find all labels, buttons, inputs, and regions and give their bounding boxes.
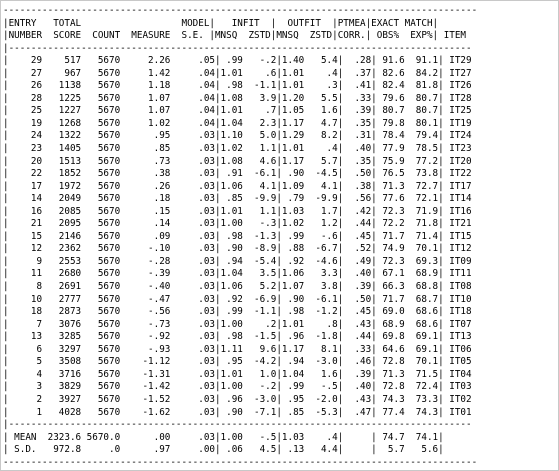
table-row: | 3 3829 5670 -1.42 .03|1.00 -.2| .99 -.5| .40| 72.8 72.4| IT03 <box>3 381 472 393</box>
table-row: | 12 2362 5670 -.10 .03| .90 -8.9| .88 -6.7| .52| 74.9 70.1| IT12 <box>3 243 472 255</box>
table-row: | 11 2680 5670 -.39 .03|1.04 3.5|1.06 3.3| .40| 67.1 68.9| IT11 <box>3 268 472 280</box>
table-row: | 29 517 5670 2.26 .05| .99 -.2|1.40 5.4| .28| 91.6 91.1| IT29 <box>3 55 472 67</box>
table-row: | 28 1225 5670 1.07 .04|1.08 3.9|1.20 5.5| .33| 79.6 80.7| IT28 <box>3 92 472 104</box>
table-row: | 13 3285 5670 -.92 .03| .98 -1.5| .96 -1.8| .44| 69.8 69.1| IT13 <box>3 331 472 343</box>
table-row: | 15 2146 5670 .09 .03| .98 -1.3| .99 -.6| .45| 71.7 71.4| IT15 <box>3 230 472 242</box>
table-row: | 1 4028 5670 -1.62 .03| .90 -7.1| .85 -5.3| .47| 77.4 74.3| IT01 <box>3 406 472 418</box>
table-rule-bottom: ------------------------------------------------------------------------------------- <box>3 456 478 468</box>
table-row: | 7 3076 5670 -.73 .03|1.00 .2|1.01 .8| .43| 68.9 68.6| IT07 <box>3 318 472 330</box>
header-row-2: |NUMBER SCORE COUNT MEASURE S.E. |MNSQ ZSTD|MNSQ ZSTD|CORR.| OBS% EXP%| ITEM <box>3 30 467 42</box>
table-row: | 5 3508 5670 -1.12 .03| .95 -4.2| .94 -3.0| .46| 72.8 70.1| IT05 <box>3 356 472 368</box>
table-row: | 10 2777 5670 -.47 .03| .92 -6.9| .90 -6.1| .50| 71.7 68.7| IT10 <box>3 293 472 305</box>
table-rule-summary: |----------------------------------------------------------------------------------- <box>3 419 472 431</box>
table-row: | 6 3297 5670 -.93 .03|1.11 9.6|1.17 8.1| .33| 64.6 69.1| IT06 <box>3 343 472 355</box>
table-row: | 18 2873 5670 -.56 .03| .99 -1.1| .98 -1.2| .45| 69.0 68.6| IT18 <box>3 306 472 318</box>
item-fit-table <box>3 5 477 469</box>
header-row-1: |ENTRY TOTAL MODEL| INFIT | OUTFIT |PTMEA|EXACT MATCH| <box>3 17 467 29</box>
table-rule-top: ------------------------------------------------------------------------------------- <box>3 5 478 16</box>
table-row: | 16 2085 5670 .15 .03|1.01 1.1|1.03 1.7| .42| 72.3 71.9| IT16 <box>3 205 472 217</box>
summary-mean-row: | MEAN 2323.6 5670.0 .00 .03|1.00 -.5|1.03 .4| | 74.7 74.1| <box>3 431 472 443</box>
table-row: | 23 1405 5670 .85 .03|1.02 1.1|1.01 .4| .40| 77.9 78.5| IT23 <box>3 143 472 155</box>
table-row: | 14 2049 5670 .18 .03| .85 -9.9| .79 -9.9| .56| 77.6 72.1| IT14 <box>3 193 472 205</box>
table-row: | 25 1227 5670 1.07 .04|1.01 .7|1.05 1.6| .39| 80.7 80.7| IT25 <box>3 105 472 117</box>
table-row: | 21 2095 5670 .14 .03|1.00 -.3|1.02 1.2| .44| 72.2 71.8| IT21 <box>3 218 472 230</box>
table-row: | 20 1513 5670 .73 .03|1.08 4.6|1.17 5.7| .35| 75.9 77.2| IT20 <box>3 155 472 167</box>
table-rule-header: |----------------------------------------------------------------------------------- <box>3 42 472 54</box>
table-row: | 22 1852 5670 .38 .03| .91 -6.1| .90 -4.5| .50| 76.5 73.8| IT22 <box>3 168 472 180</box>
summary-sd-row: | S.D. 972.8 .0 .97 .00| .06 4.5| .13 4.4| | 5.7 5.6| <box>3 444 472 456</box>
table-row: | 2 3927 5670 -1.52 .03| .96 -3.0| .95 -2.0| .43| 74.3 73.3| IT02 <box>3 393 472 405</box>
table-row: | 27 967 5670 1.42 .04|1.01 .6|1.01 .4| .37| 82.6 84.2| IT27 <box>3 67 472 79</box>
table-row: | 19 1268 5670 1.02 .04|1.04 2.3|1.17 4.7| .35| 79.8 80.1| IT19 <box>3 117 472 129</box>
table-row: | 8 2691 5670 -.40 .03|1.06 5.2|1.07 3.8| .39| 66.3 68.8| IT08 <box>3 281 472 293</box>
table-row: | 9 2553 5670 -.28 .03| .94 -5.4| .92 -4.6| .49| 72.3 69.3| IT09 <box>3 255 472 267</box>
table-row: | 17 1972 5670 .26 .03|1.06 4.1|1.09 4.1| .38| 71.3 72.7| IT17 <box>3 180 472 192</box>
table-row: | 4 3716 5670 -1.31 .03|1.01 1.0|1.04 1.6| .39| 71.3 71.5| IT04 <box>3 368 472 380</box>
table-row: | 26 1138 5670 1.18 .04| .98 -1.1|1.01 .3| .41| 82.4 81.8| IT26 <box>3 80 472 92</box>
table-row: | 24 1322 5670 .95 .03|1.10 5.0|1.29 8.2| .31| 78.4 79.4| IT24 <box>3 130 472 142</box>
